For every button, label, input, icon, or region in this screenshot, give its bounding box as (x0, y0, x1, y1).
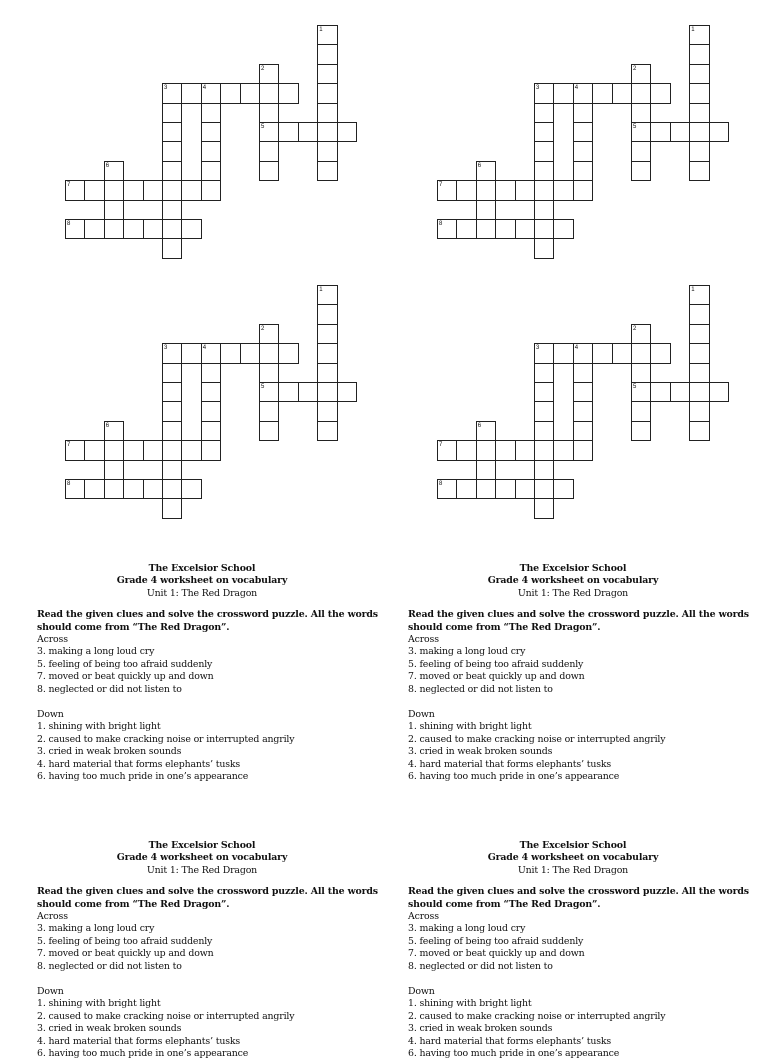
instructions-line: should come from “The Red Dragon”. (408, 621, 601, 633)
worksheet-subtitle: Grade 4 worksheet on vocabulary (487, 852, 659, 864)
crossword-cell[interactable] (573, 103, 593, 123)
instructions-line: should come from “The Red Dragon”. (37, 898, 230, 910)
crossword-cell[interactable] (201, 180, 221, 200)
crossword-cell[interactable] (337, 122, 357, 142)
crossword-cell[interactable] (337, 382, 357, 402)
worksheet-text-top-left (37, 563, 378, 784)
crossword-cell[interactable] (612, 83, 632, 103)
spacer (408, 973, 738, 986)
clue-number: 8 (67, 221, 71, 227)
instructions (408, 609, 749, 634)
crossword-cell[interactable] (201, 440, 221, 460)
crossword-cell[interactable] (534, 401, 554, 421)
spacer (37, 973, 367, 986)
clue-number: 4 (574, 345, 579, 352)
crossword-cell[interactable] (317, 44, 337, 64)
down-clue: 3. cried in weak broken sounds (37, 1023, 182, 1035)
clue-number: 5 (261, 124, 265, 130)
school-name: The Excelsior School (148, 563, 256, 574)
crossword-cell[interactable] (476, 440, 496, 460)
crossword-cell[interactable] (456, 440, 476, 460)
crossword-cell[interactable] (515, 479, 535, 499)
crossword-cell[interactable] (162, 103, 182, 123)
across-clue: 3. making a long loud cry (408, 646, 526, 658)
crossword-cell[interactable] (259, 83, 279, 103)
crossword-cell[interactable] (534, 460, 554, 480)
clue-number: 3 (164, 345, 168, 352)
crossword-cell[interactable] (201, 401, 221, 421)
crossword-cell[interactable] (689, 122, 709, 142)
instructions (408, 886, 749, 911)
worksheet-subtitle: Grade 4 worksheet on vocabulary (116, 575, 288, 587)
crossword-cell[interactable] (201, 161, 221, 181)
crossword-cell[interactable] (689, 103, 709, 123)
crossword-cell[interactable] (84, 180, 104, 200)
crossword-cell[interactable] (162, 161, 182, 181)
crossword-cell[interactable] (553, 83, 573, 103)
crossword-cell[interactable] (689, 324, 709, 344)
clue-number: 7 (67, 442, 71, 449)
crossword-cell[interactable] (317, 304, 337, 324)
crossword-cell[interactable] (259, 421, 279, 441)
crossword-cell[interactable] (162, 219, 182, 239)
crossword-cell[interactable] (534, 141, 554, 161)
crossword-cell[interactable] (689, 421, 709, 441)
clue-number: 8 (439, 221, 443, 227)
worksheet-subtitle: Grade 4 worksheet on vocabulary (116, 852, 288, 864)
down-clue: 1. shining with bright light (408, 721, 532, 733)
crossword-cell[interactable] (259, 343, 279, 363)
crossword-cell[interactable] (201, 421, 221, 441)
crossword-cell[interactable] (553, 180, 573, 200)
crossword-cell[interactable] (143, 219, 163, 239)
crossword-cell[interactable] (162, 498, 182, 518)
crossword-cell[interactable] (689, 161, 709, 181)
worksheet-text-bottom-right (408, 840, 749, 1061)
crossword-cell[interactable] (650, 122, 670, 142)
down-clue: 6. having too much pride in one’s appearance (37, 1048, 249, 1060)
crossword-cell[interactable] (278, 83, 298, 103)
crossword-cell[interactable] (476, 180, 496, 200)
down-clue: 2. caused to make cracking noise or interrupted angrily (37, 733, 295, 745)
clue-number: 8 (439, 481, 443, 487)
crossword-cell[interactable] (123, 440, 143, 460)
crossword-cell[interactable] (553, 479, 573, 499)
crossword-cell[interactable] (240, 343, 260, 363)
crossword-cell[interactable] (631, 161, 651, 181)
crossword-cell[interactable] (631, 401, 651, 421)
clue-number: 6 (105, 162, 110, 169)
clue-number: 4 (574, 85, 579, 92)
crossword-cell[interactable] (631, 141, 651, 161)
down-clue: 4. hard material that forms elephants’ tusks (37, 1035, 241, 1047)
down-clue: 2. caused to make cracking noise or interrupted angrily (408, 1010, 666, 1022)
worksheet-header (408, 840, 738, 877)
clue-number: 2 (633, 325, 637, 332)
down-heading: Down (37, 709, 64, 721)
crossword-cell[interactable] (104, 200, 124, 220)
crossword-cell[interactable] (298, 382, 318, 402)
crossword-cell[interactable] (201, 103, 221, 123)
down-clue: 6. having too much pride in one’s appearance (37, 771, 249, 783)
crossword-cell[interactable] (123, 219, 143, 239)
crossword-cell[interactable] (84, 440, 104, 460)
crossword-cell[interactable] (240, 83, 260, 103)
crossword-cell[interactable] (162, 122, 182, 142)
across-clue: 3. making a long loud cry (37, 923, 155, 935)
crossword-cell[interactable] (689, 141, 709, 161)
crossword-cell[interactable] (456, 219, 476, 239)
crossword-cell[interactable] (84, 479, 104, 499)
crossword-cell[interactable] (476, 200, 496, 220)
crossword-cell[interactable] (495, 180, 515, 200)
clue-number: 3 (536, 345, 540, 352)
crossword-cell[interactable] (181, 479, 201, 499)
clue-number: 6 (477, 162, 482, 169)
crossword-cell[interactable] (534, 200, 554, 220)
crossword-cell[interactable] (534, 479, 554, 499)
across-clue: 5. feeling of being too afraid suddenly (408, 658, 584, 670)
clue-number: 3 (164, 85, 168, 92)
crossword-cell[interactable] (592, 343, 612, 363)
worksheet-header (408, 563, 738, 600)
down-clue: 4. hard material that forms elephants’ tusks (408, 1035, 612, 1047)
clue-number: 1 (691, 287, 695, 293)
crossword-cell[interactable] (456, 479, 476, 499)
clue-number: 8 (67, 481, 71, 487)
worksheet-text-top-right (408, 563, 749, 784)
crossword-cell[interactable] (162, 401, 182, 421)
crossword-cell[interactable] (162, 180, 182, 200)
down-clue: 2. caused to make cracking noise or interrupted angrily (37, 1010, 295, 1022)
crossword-cell[interactable] (515, 440, 535, 460)
instructions-line: should come from “The Red Dragon”. (408, 898, 601, 910)
crossword-cell[interactable] (317, 421, 337, 441)
crossword-cell[interactable] (495, 219, 515, 239)
crossword-cell[interactable] (201, 382, 221, 402)
clue-number: 7 (439, 182, 443, 189)
crossword-cell[interactable] (631, 103, 651, 123)
unit-title: Unit 1: The Red Dragon (517, 587, 629, 599)
crossword-cell[interactable] (650, 83, 670, 103)
across-clue: 5. feeling of being too afraid suddenly (37, 935, 213, 947)
crossword-cell[interactable] (709, 122, 729, 142)
crossword-cell[interactable] (689, 401, 709, 421)
across-clue: 8. neglected or did not listen to (408, 683, 553, 695)
instructions-line: Read the given clues and solve the crossword puzzle. All the words (408, 886, 749, 898)
crossword-cell[interactable] (104, 479, 124, 499)
crossword-cell[interactable] (162, 479, 182, 499)
clue-number: 4 (202, 345, 207, 352)
crossword-cell[interactable] (143, 479, 163, 499)
crossword-cell[interactable] (515, 180, 535, 200)
down-clue: 3. cried in weak broken sounds (408, 746, 553, 758)
crossword-cell[interactable] (162, 141, 182, 161)
clue-number: 3 (536, 85, 540, 92)
across-clue: 5. feeling of being too afraid suddenly (37, 658, 213, 670)
crossword-cell[interactable] (534, 498, 554, 518)
down-clue: 1. shining with bright light (37, 998, 161, 1010)
crossword-cell[interactable] (631, 363, 651, 383)
crossword-cell[interactable] (259, 141, 279, 161)
worksheet-subtitle: Grade 4 worksheet on vocabulary (487, 575, 659, 587)
down-clue: 1. shining with bright light (37, 721, 161, 733)
crossword-cell[interactable] (259, 363, 279, 383)
crossword-cell[interactable] (317, 122, 337, 142)
crossword-cell[interactable] (317, 103, 337, 123)
crossword-cell[interactable] (317, 141, 337, 161)
crossword-cell[interactable] (689, 83, 709, 103)
across-clue: 3. making a long loud cry (408, 923, 526, 935)
crossword-cell[interactable] (573, 141, 593, 161)
crossword-cell[interactable] (476, 479, 496, 499)
crossword-cell[interactable] (534, 180, 554, 200)
crossword-cell[interactable] (631, 421, 651, 441)
worksheet-text-bottom-left (37, 840, 378, 1061)
crossword-cell[interactable] (123, 479, 143, 499)
down-clue: 6. having too much pride in one’s appearance (408, 1048, 620, 1060)
crossword-cell[interactable] (123, 180, 143, 200)
crossword-cell[interactable] (553, 440, 573, 460)
instructions (37, 609, 378, 634)
crossword-cell[interactable] (573, 382, 593, 402)
clue-number: 2 (261, 65, 265, 72)
crossword-cell[interactable] (162, 382, 182, 402)
crossword-cell[interactable] (162, 460, 182, 480)
worksheet-header (37, 563, 367, 600)
crossword-cell[interactable] (534, 363, 554, 383)
crossword-cell[interactable] (573, 180, 593, 200)
crossword-cell[interactable] (181, 219, 201, 239)
across-clue: 7. moved or beat quickly up and down (37, 671, 214, 683)
crossword-cell[interactable] (259, 401, 279, 421)
crossword-cell[interactable] (143, 440, 163, 460)
crossword-cell[interactable] (573, 122, 593, 142)
crossword-cell[interactable] (515, 219, 535, 239)
crossword-cell[interactable] (278, 343, 298, 363)
crossword-cell[interactable] (592, 83, 612, 103)
down-heading: Down (37, 986, 64, 998)
school-name: The Excelsior School (519, 840, 627, 851)
crossword-cell[interactable] (317, 161, 337, 181)
crossword-cell[interactable] (534, 440, 554, 460)
clue-number: 5 (633, 384, 637, 390)
across-clue: 8. neglected or did not listen to (408, 960, 553, 972)
across-clue: 7. moved or beat quickly up and down (408, 948, 585, 960)
crossword-cell[interactable] (495, 440, 515, 460)
clue-number: 6 (477, 422, 482, 429)
unit-title: Unit 1: The Red Dragon (517, 864, 629, 876)
crossword-cell[interactable] (162, 200, 182, 220)
crossword-cell[interactable] (317, 343, 337, 363)
clue-number: 5 (261, 384, 265, 390)
crossword-cell[interactable] (689, 343, 709, 363)
crossword-cell[interactable] (495, 479, 515, 499)
crossword-cell[interactable] (534, 238, 554, 258)
crossword-cell[interactable] (317, 324, 337, 344)
crossword-cell[interactable] (259, 103, 279, 123)
crossword-cell[interactable] (573, 440, 593, 460)
crossword-cell[interactable] (476, 460, 496, 480)
crossword-cell[interactable] (689, 64, 709, 84)
clue-number: 7 (67, 182, 71, 189)
crossword-cell[interactable] (553, 219, 573, 239)
spacer (408, 696, 738, 709)
crossword-cell[interactable] (181, 343, 201, 363)
crossword-cell[interactable] (709, 382, 729, 402)
crossword-cell[interactable] (298, 122, 318, 142)
clue-number: 2 (633, 65, 637, 72)
down-clue: 4. hard material that forms elephants’ tusks (37, 758, 241, 770)
down-clue: 2. caused to make cracking noise or interrupted angrily (408, 733, 666, 745)
crossword-cell[interactable] (534, 219, 554, 239)
crossword-cell[interactable] (670, 382, 690, 402)
crossword-cell[interactable] (631, 343, 651, 363)
crossword-cell[interactable] (317, 401, 337, 421)
crossword-cell[interactable] (317, 363, 337, 383)
crossword-cell[interactable] (689, 44, 709, 64)
across-clue: 8. neglected or did not listen to (37, 960, 182, 972)
crossword-cell[interactable] (573, 421, 593, 441)
instructions-line: should come from “The Red Dragon”. (37, 621, 230, 633)
crossword-cell[interactable] (317, 382, 337, 402)
crossword-cell[interactable] (670, 122, 690, 142)
crossword-cell[interactable] (553, 343, 573, 363)
school-name: The Excelsior School (519, 563, 627, 574)
crossword-cell[interactable] (181, 83, 201, 103)
unit-title: Unit 1: The Red Dragon (146, 864, 258, 876)
instructions (37, 886, 378, 911)
crossword-cell[interactable] (84, 219, 104, 239)
crossword-cell[interactable] (476, 219, 496, 239)
crossword-cell[interactable] (104, 440, 124, 460)
crossword-cell[interactable] (181, 180, 201, 200)
crossword-cell[interactable] (612, 343, 632, 363)
crossword-cell[interactable] (689, 363, 709, 383)
spacer (37, 696, 367, 709)
crossword-cell[interactable] (534, 103, 554, 123)
across-heading: Across (408, 634, 439, 646)
crossword-cell[interactable] (689, 382, 709, 402)
across-heading: Across (37, 911, 68, 923)
clue-number: 4 (202, 85, 207, 92)
down-heading: Down (408, 709, 435, 721)
across-clue: 3. making a long loud cry (37, 646, 155, 658)
across-heading: Across (37, 634, 68, 646)
crossword-cell[interactable] (143, 180, 163, 200)
crossword-cell[interactable] (689, 304, 709, 324)
crossword-cell[interactable] (201, 122, 221, 142)
crossword-cell[interactable] (650, 343, 670, 363)
down-clue: 3. cried in weak broken sounds (408, 1023, 553, 1035)
crossword-cell[interactable] (181, 440, 201, 460)
crossword-cell[interactable] (104, 460, 124, 480)
crossword-cell[interactable] (317, 83, 337, 103)
crossword-cell[interactable] (220, 83, 240, 103)
crossword-cell[interactable] (631, 83, 651, 103)
across-heading: Across (408, 911, 439, 923)
crossword-cell[interactable] (162, 421, 182, 441)
crossword-cell[interactable] (534, 382, 554, 402)
crossword-cell[interactable] (104, 219, 124, 239)
down-clue: 6. having too much pride in one’s appearance (408, 771, 620, 783)
across-clue: 7. moved or beat quickly up and down (408, 671, 585, 683)
crossword-cell[interactable] (534, 421, 554, 441)
instructions-line: Read the given clues and solve the crossword puzzle. All the words (37, 886, 378, 898)
crossword-cell[interactable] (201, 141, 221, 161)
across-clue: 7. moved or beat quickly up and down (37, 948, 214, 960)
crossword-cell[interactable] (201, 363, 221, 383)
instructions-line: Read the given clues and solve the crossword puzzle. All the words (37, 609, 378, 621)
clue-number: 1 (319, 287, 323, 293)
instructions-line: Read the given clues and solve the crossword puzzle. All the words (408, 609, 749, 621)
down-clue: 3. cried in weak broken sounds (37, 746, 182, 758)
crossword-cell[interactable] (278, 382, 298, 402)
crossword-cell[interactable] (162, 440, 182, 460)
unit-title: Unit 1: The Red Dragon (146, 587, 258, 599)
crossword-cell[interactable] (534, 161, 554, 181)
crossword-cell[interactable] (162, 238, 182, 258)
down-heading: Down (408, 986, 435, 998)
clue-number: 6 (105, 422, 110, 429)
clue-number: 1 (319, 27, 323, 33)
crossword-cell[interactable] (534, 122, 554, 142)
crossword-cell[interactable] (278, 122, 298, 142)
crossword-cell[interactable] (650, 382, 670, 402)
down-clue: 1. shining with bright light (408, 998, 532, 1010)
clue-number: 2 (261, 325, 265, 332)
across-clue: 5. feeling of being too afraid suddenly (408, 935, 584, 947)
crossword-cell[interactable] (162, 363, 182, 383)
clue-number: 5 (633, 124, 637, 130)
crossword-cell[interactable] (573, 161, 593, 181)
crossword-cell[interactable] (259, 161, 279, 181)
crossword-cell[interactable] (573, 363, 593, 383)
down-clue: 4. hard material that forms elephants’ tusks (408, 758, 612, 770)
clue-number: 7 (439, 442, 443, 449)
school-name: The Excelsior School (148, 840, 256, 851)
crossword-cell[interactable] (317, 64, 337, 84)
crossword-cell[interactable] (573, 401, 593, 421)
across-clue: 8. neglected or did not listen to (37, 683, 182, 695)
crossword-cell[interactable] (104, 180, 124, 200)
clue-number: 1 (691, 27, 695, 33)
crossword-cell[interactable] (220, 343, 240, 363)
worksheet-header (37, 840, 367, 877)
crossword-cell[interactable] (456, 180, 476, 200)
